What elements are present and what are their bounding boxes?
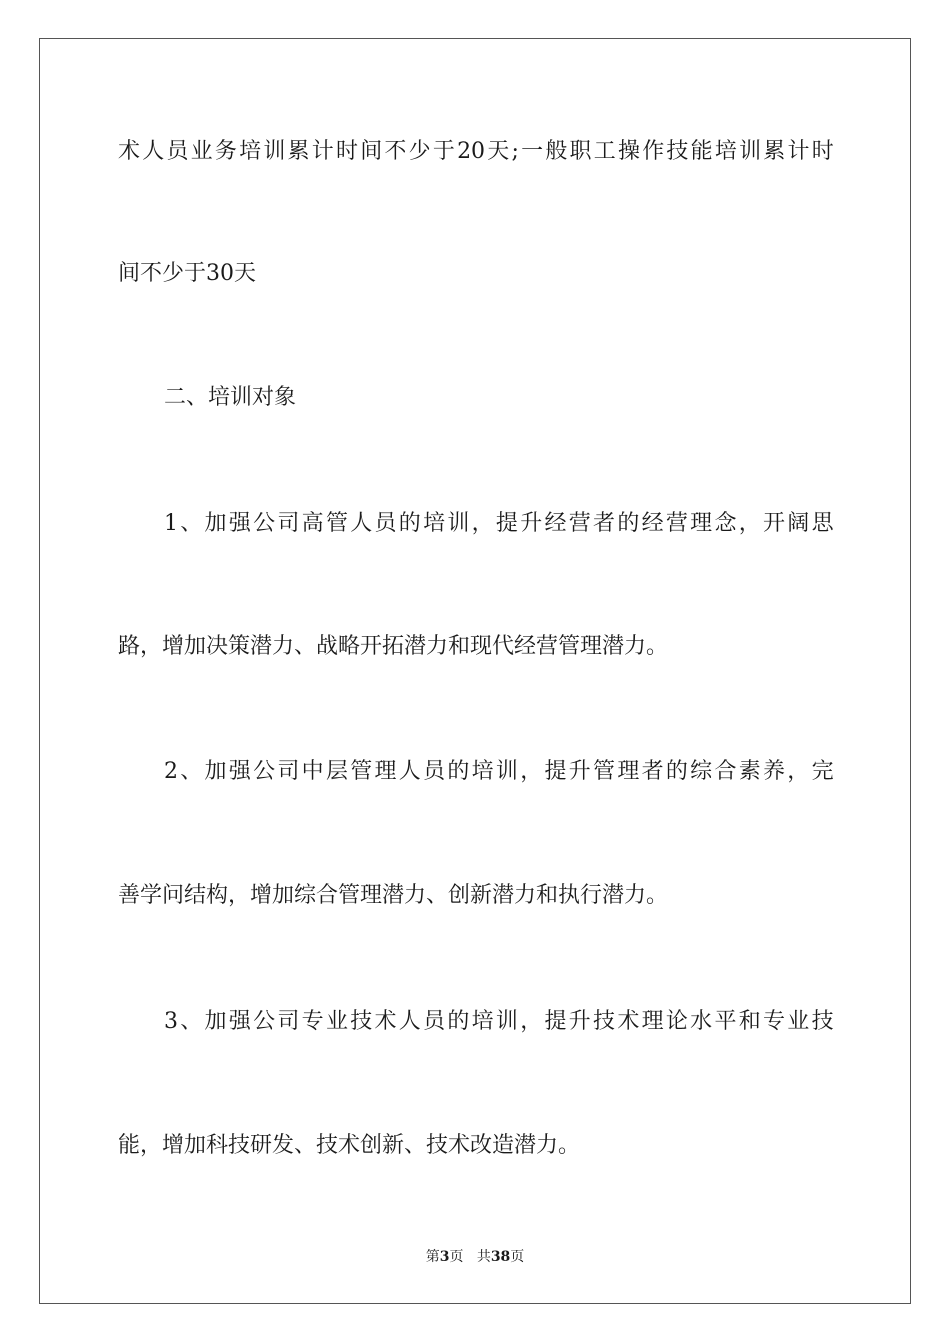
text-char: 工 (593, 139, 616, 164)
text-char: 的 (447, 1009, 470, 1034)
text-char: 间 (360, 139, 383, 164)
text-char: 专 (301, 1009, 324, 1034)
text-char: ， (471, 511, 494, 536)
text-char: 的 (398, 511, 421, 536)
footer-page-number: 3 (439, 1249, 450, 1265)
text-char: 人 (398, 1009, 421, 1034)
text-char: 员 (423, 1009, 446, 1034)
text-char: 培 (239, 139, 262, 164)
text-char: 理 (374, 759, 397, 784)
text-char: 营 (568, 511, 591, 536)
text-char: 训 (495, 759, 518, 784)
text-char: 开 (763, 511, 786, 536)
text-char: 者 (593, 511, 616, 536)
text-char: 素 (738, 759, 761, 784)
text-char: 训 (495, 1009, 518, 1034)
text-char: 司 (277, 1009, 300, 1034)
section-heading: 二、培训对象 (164, 385, 297, 410)
text-char: 少 (408, 139, 431, 164)
text-char: ， (787, 759, 810, 784)
page-border (39, 38, 911, 1304)
text-char: 20 (457, 139, 486, 164)
text-char: 作 (642, 139, 665, 164)
text-char: 升 (568, 1009, 591, 1034)
text-char: 般 (545, 139, 568, 164)
text-char: 、 (180, 1009, 203, 1034)
text-char: 经 (544, 511, 567, 536)
text-char: 技 (666, 139, 689, 164)
paragraph-line (164, 757, 834, 787)
text-char: 理 (690, 511, 713, 536)
text-char: 升 (568, 759, 591, 784)
text-char: 不 (384, 139, 407, 164)
text-char: 者 (641, 759, 664, 784)
text-char: 提 (544, 759, 567, 784)
text-char: 专 (763, 1009, 786, 1034)
page-footer (0, 1247, 950, 1267)
text-char: 完 (811, 759, 834, 784)
text-char: 时 (811, 139, 834, 164)
text-char: 人 (398, 759, 421, 784)
text-char: 高 (301, 511, 324, 536)
text-char: 加 (204, 1009, 227, 1034)
text-char: 强 (228, 759, 251, 784)
text-char: 提 (544, 1009, 567, 1034)
text-char: 技 (593, 1009, 616, 1034)
footer-total-suffix: 页 (510, 1249, 525, 1265)
text-char: 术 (118, 139, 141, 164)
text-char: 技 (350, 1009, 373, 1034)
footer-page-suffix: 页 (449, 1249, 464, 1265)
text-char: 训 (263, 139, 286, 164)
text-char: 的 (447, 759, 470, 784)
text-char: 于 (432, 139, 455, 164)
paragraph-line: 路，增加决策潜力、战略开拓潜力和现代经营管理潜力。 (118, 634, 669, 659)
text-char: 培 (714, 139, 737, 164)
text-char: 、 (180, 511, 203, 536)
text-char: 累 (287, 139, 310, 164)
text-char: 水 (690, 1009, 713, 1034)
text-char: 职 (569, 139, 592, 164)
text-char: 管 (593, 759, 616, 784)
text-char: 理 (641, 1009, 664, 1034)
text-char: 公 (253, 759, 276, 784)
text-char: 3 (164, 1009, 178, 1034)
text-char: 管 (350, 759, 373, 784)
text-char: 养 (763, 759, 786, 784)
text-char: 累 (763, 139, 786, 164)
text-char: 营 (665, 511, 688, 536)
text-char: 1 (164, 511, 178, 536)
text-char: 2 (164, 759, 178, 784)
paragraph-line (164, 1007, 834, 1037)
text-char: 加 (204, 511, 227, 536)
text-char: 司 (277, 511, 300, 536)
text-char: 综 (690, 759, 713, 784)
text-char: 操 (617, 139, 640, 164)
text-char: 人 (350, 511, 373, 536)
text-char: 培 (423, 511, 446, 536)
text-char: 天 (487, 139, 510, 164)
text-char: 平 (714, 1009, 737, 1034)
text-char: 人 (142, 139, 165, 164)
text-char: 思 (811, 511, 834, 536)
text-char: 公 (253, 1009, 276, 1034)
text-char: 术 (617, 1009, 640, 1034)
footer-prefix: 第 (425, 1249, 440, 1265)
text-char: 强 (228, 1009, 251, 1034)
text-char: 的 (665, 759, 688, 784)
text-char: 和 (738, 1009, 761, 1034)
text-char: ， (520, 759, 543, 784)
text-char: 升 (520, 511, 543, 536)
paragraph-line (164, 509, 834, 539)
text-char: ， (520, 1009, 543, 1034)
paragraph-line: 间不少于30天 (118, 261, 256, 286)
text-char: 业 (190, 139, 213, 164)
text-char: 能 (690, 139, 713, 164)
text-char: 加 (204, 759, 227, 784)
paragraph-line (118, 137, 834, 167)
text-char: 提 (495, 511, 518, 536)
text-char: 阔 (787, 511, 810, 536)
text-char: 理 (617, 759, 640, 784)
text-char: 念 (714, 511, 737, 536)
text-char: ， (738, 511, 761, 536)
text-char: 术 (374, 1009, 397, 1034)
text-char: 培 (471, 1009, 494, 1034)
text-char: 的 (617, 511, 640, 536)
text-char: 经 (641, 511, 664, 536)
paragraph-line: 善学问结构，增加综合管理潜力、创新潜力和执行潜力。 (118, 883, 669, 908)
text-char: 强 (228, 511, 251, 536)
text-char: 、 (180, 759, 203, 784)
text-char: 中 (301, 759, 324, 784)
footer-total-pages: 38 (490, 1249, 511, 1265)
text-char: ; (511, 139, 519, 164)
text-char: 员 (166, 139, 189, 164)
text-char: 论 (665, 1009, 688, 1034)
text-char: 公 (253, 511, 276, 536)
text-char: 员 (423, 759, 446, 784)
text-char: 计 (311, 139, 334, 164)
text-char: 业 (325, 1009, 348, 1034)
text-char: 层 (325, 759, 348, 784)
text-char: 一 (521, 139, 544, 164)
text-char: 计 (787, 139, 810, 164)
text-char: 训 (739, 139, 762, 164)
text-char: 时 (335, 139, 358, 164)
text-char: 管 (325, 511, 348, 536)
footer-total-prefix: 共 (476, 1249, 491, 1265)
text-char: 培 (471, 759, 494, 784)
text-char: 训 (447, 511, 470, 536)
text-char: 技 (811, 1009, 834, 1034)
text-char: 务 (214, 139, 237, 164)
text-char: 业 (787, 1009, 810, 1034)
text-char: 员 (374, 511, 397, 536)
text-char: 司 (277, 759, 300, 784)
paragraph-line: 能，增加科技研发、技术创新、技术改造潜力。 (118, 1133, 581, 1158)
text-char: 合 (714, 759, 737, 784)
